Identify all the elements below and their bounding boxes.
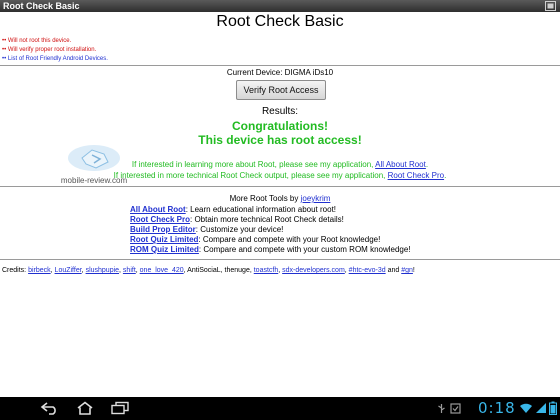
credits-label: Credits: [2,267,27,274]
tool-link-all-about-root[interactable]: All About Root [130,205,186,214]
status-clock: 0:18 [478,399,516,417]
tool-desc: : Customize your device! [195,225,284,234]
results-heading: Results: [261,106,299,117]
verify-root-access-button[interactable]: Verify Root Access [236,80,326,100]
tool-link-root-check-pro[interactable]: Root Check Pro [130,215,191,224]
credits: Credits: birbeck, LouZiffer, slushpupie, shift, one_love_420, AntiSociaL, thenuge, toastcfh, sdx-developers.com, #htc-evo-3d and #gn! [2,267,415,274]
root-friendly-devices-link[interactable]: List of Root Friendly Android Devices. [7,56,108,62]
menu-icon[interactable] [545,1,556,11]
info-text: If interested in more technical Root Check output, please see my application, [113,171,388,180]
watermark-icon [52,142,136,176]
credit-link[interactable]: one_love_420 [139,267,184,274]
device-label: Current Device: [226,68,283,77]
more-tools-label: More Root Tools by [229,194,301,203]
author-link[interactable]: joeykrim [300,194,331,203]
note-text: Will verify proper root installation. [7,47,97,53]
home-icon[interactable] [75,401,95,415]
back-icon[interactable] [40,401,60,415]
tool-item [130,205,411,215]
tool-desc: : Compare and compete with your custom ROM knowledge! [198,245,411,254]
app-title: Root Check Basic [216,13,344,30]
tool-item [130,245,411,255]
credit-link[interactable]: slushpupie [85,267,120,274]
note-item: •• Will verify proper root installation. [2,47,97,53]
tools-list [130,205,411,255]
credit-link[interactable]: shift [122,267,136,274]
info-punct: . [444,171,447,180]
recent-apps-icon[interactable] [110,401,130,415]
signal-icon [535,402,547,414]
result-line-2: This device has root access! [198,133,362,147]
credit-link[interactable]: toastcfh [253,267,279,274]
note-item: •• Will not root this device. [2,38,72,44]
wifi-icon [519,402,533,414]
window-title: Root Check Basic [3,1,80,11]
info-text: If interested in learning more about Root, please see my application, [131,160,376,169]
divider [0,186,560,187]
usb-icon [436,403,447,414]
credit-link[interactable]: #gn [401,267,413,274]
note-item[interactable]: •• List of Root Friendly Android Devices. [2,56,108,62]
divider [0,65,560,66]
all-about-root-link[interactable]: All About Root [375,160,426,169]
watermark-logo [52,142,136,192]
root-check-pro-link[interactable]: Root Check Pro [387,171,445,180]
credit-link[interactable]: LouZiffer [54,267,82,274]
more-tools-heading [0,194,560,204]
tool-link-root-quiz-limited[interactable]: Root Quiz Limited [130,235,199,244]
tool-link-rom-quiz-limited[interactable]: ROM Quiz Limited [130,245,199,254]
credit-link[interactable]: sdx-developers.com [282,267,345,274]
tool-desc: : Learn educational information about root! [185,205,337,214]
tool-item [130,235,411,245]
credit-name: AntiSociaL [187,267,221,274]
divider [0,259,560,260]
tool-item [130,225,411,235]
system-navbar [0,397,560,420]
notification-icon [450,403,461,414]
credit-link[interactable]: birbeck [28,267,51,274]
note-text: Will not root this device. [7,38,72,44]
tool-link-build-prop-editor[interactable]: Build Prop Editor [130,225,196,234]
credit-link[interactable]: #htc-evo-3d [348,267,386,274]
info-punct: . [425,160,429,169]
credit-name: thenuge [224,267,250,274]
tool-desc: : Obtain more technical Root Check details! [190,215,344,224]
tool-item [130,215,411,225]
current-device [0,68,560,78]
battery-icon [549,401,557,415]
tool-desc: : Compare and compete with your Root knowledge! [198,235,381,244]
device-name: DIGMA iDs10 [284,68,334,77]
window-titlebar [0,0,560,12]
result-line-1: Congratulations! [232,119,328,133]
notes-list [2,37,108,64]
watermark-text: mobile-review.com [60,176,128,185]
